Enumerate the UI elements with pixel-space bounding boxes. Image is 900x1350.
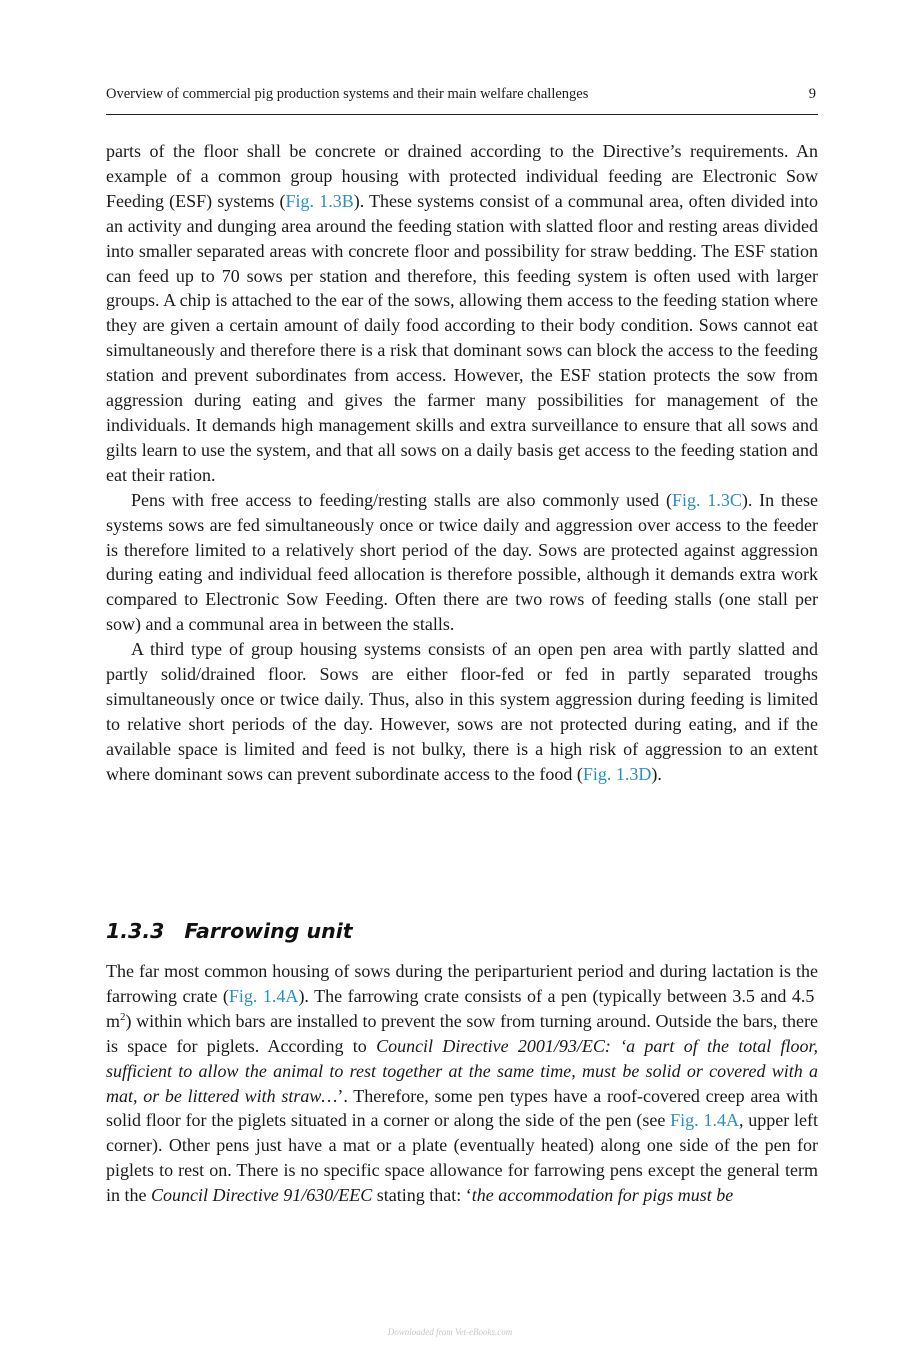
directive-name: Council Directive 91/630/EEC [151, 1185, 373, 1206]
superscript-2: 2 [120, 1010, 126, 1023]
directive-quote-2: the accommodation for pigs must be [471, 1185, 734, 1206]
paragraph-farrowing-crate: The far most common housing of sows during the periparturient period and during lactation is the farrowing crate (Fig. 1.4A). The farrowing crate consists of a pen (typically between 3.5 and 4.5 $m^2$) within which bars are installed to prevent the sow from turning around. Outside the bars, there is space for piglets. According to Council Directive 2001/93/EC: ‘a part of the total floor, sufficient to allow the animal to rest together at the same time, must be solid or covered with a mat, or be littered with straw…’. Therefore, some pen types have a roof-covered creep area with solid floor for the piglets situated in a corner or along the side of the pen (see Fig. 1.4A, upper left corner). Other pens just have a mat or a plate (eventually heated) along one side of the pen for piglets to rest on. There is no specific space allowance for farrowing pens except the general term in the Council Directive 91/630/EEC stating that: ‘the accommodation for pigs must be [106, 961, 819, 1206]
figure-link-1-3d[interactable]: Fig. 1.3D [582, 763, 652, 784]
paragraph-esf: parts of the floor shall be concrete or drained according to the Directive’s requirements. An example of a common group housing with protected individual feeding are Electronic Sow Feeding (ESF) systems (Fig. 1.3B). These systems consist of a communal area, often divided into an activity and dunging area around the feeding station with slatted floor and resting areas divided into smaller separated areas with concrete floor and possibility for straw bedding. The ESF station can feed up to 70 sows per station and therefore, this feeding system is often used with larger groups. A chip is attached to the ear of the sows, allowing them access to the feeding station where they are given a certain amount of daily food according to their body condition. Sows cannot eat simultaneously and therefore there is a risk that dominant sows can block the access to the feeding station and prevent subordinates from access. However, the ESF station protects the sow from aggression during eating and gives the farmer many possibilities for management of the individuals. It demands high management skills and extra surveillance to ensure that all sows and gilts learn to use the system, and that all sows on a daily basis get access to the feeding station and eat their ration. [106, 141, 818, 485]
running-title: Overview of commercial pig production systems and their main welfare challenges [106, 86, 589, 102]
download-watermark: Downloaded from Vet-eBooks.com [387, 1327, 513, 1337]
directive-quote: Council Directive 2001/93/EC: ‘a part of the total floor, sufficient to allow the animal to rest together at the same time, must be solid or covered with a mat, or be littered with straw… [106, 1035, 819, 1106]
paragraph-open-pen: A third type of group housing systems consists of an open pen area with partly slatted and partly solid/drained floor. Sows are either floor-fed or fed in partly separated troughs simultaneously once or twice daily. Thus, also in this system aggression during feeding is limited to relative short periods of the day. However, sows are not protected during eating, and if the available space is limited and feed is not bulky, there is a high risk of aggression to an extent where dominant sows can prevent subordinate access to the food (Fig. 1.3D). [106, 639, 818, 784]
body-text-block-1 [106, 139, 818, 787]
page-number: 9 [808, 86, 816, 102]
figure-link-1-4a-second[interactable]: Fig. 1.4A [670, 1110, 739, 1131]
figure-link-1-3c[interactable]: Fig. 1.3C [672, 489, 742, 510]
running-header [106, 84, 818, 115]
section-heading [106, 919, 353, 943]
figure-link-1-3b[interactable]: Fig. 1.3B [285, 190, 354, 211]
body-text-block-2 [106, 959, 818, 1208]
section-number: 1.3.3 [106, 919, 165, 943]
paragraph-feeding-stalls: Pens with free access to feeding/resting stalls are also commonly used (Fig. 1.3C). In these systems sows are fed simultaneously once or twice daily and aggression over access to the feeder is therefore limited to a relatively short period of the day. Sows are protected against aggression during eating and individual feed allocation is therefore possible, although it demands extra work compared to Electronic Sow Feeding. Often there are two rows of feeding stalls (one stall per sow) and a communal area in between the stalls. [106, 489, 818, 635]
section-title: Farrowing unit [184, 919, 353, 943]
figure-link-1-4a[interactable]: Fig. 1.4A [228, 985, 299, 1006]
